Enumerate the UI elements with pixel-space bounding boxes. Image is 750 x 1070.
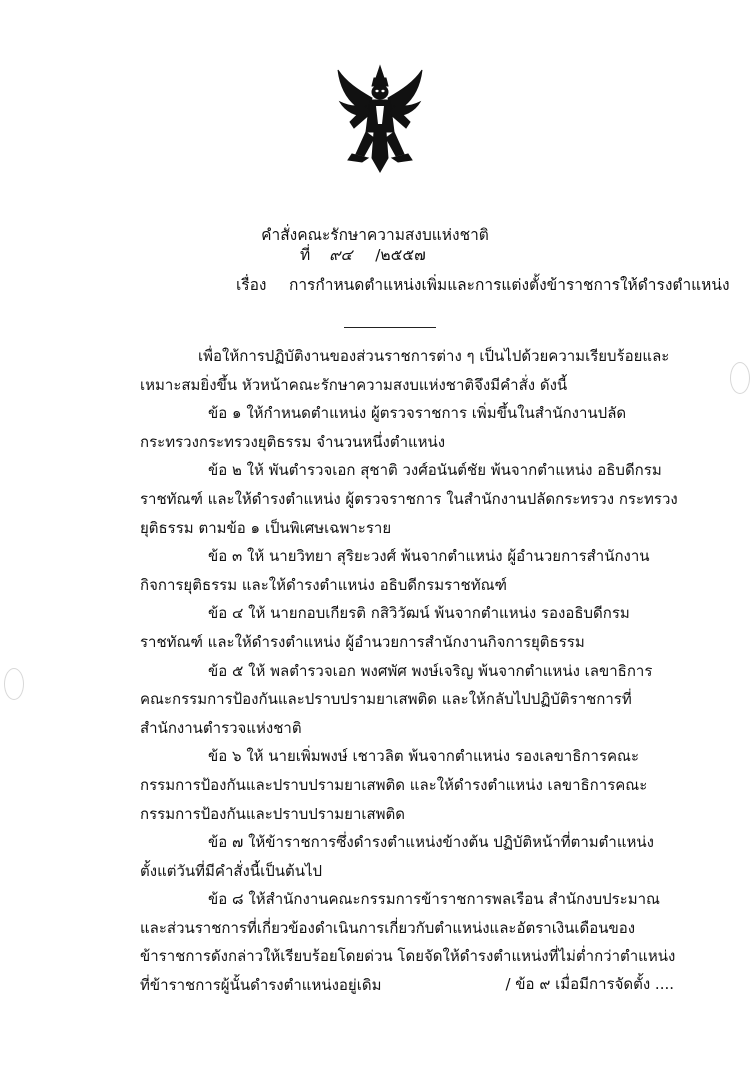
subject-text: การกำหนดตำแหน่งเพิ่มและการแต่งตั้งข้าราชการให้ดำรงตำแหน่ง	[288, 276, 730, 294]
preamble-paragraph: เพื่อให้การปฏิบัติงานของส่วนราชการต่าง ๆ เป็นไปด้วยความเรียบร้อยและเหมาะสมยิ่งขึ้น หัวหน้าคณะรักษาความสงบแห่งชาติจึงมีคำสั่ง ดังนี้	[140, 347, 670, 394]
garuda-emblem-icon	[332, 62, 428, 178]
clause-4: ข้อ ๔ ให้ นายกอบเกียรติ กสิวิวัฒน์ พ้นจากตำแหน่ง รองอธิบดีกรมราชทัณฑ์ และให้ดำรงตำแหน่ง ผู้อำนวยการสำนักงานกิจการยุติธรรม	[140, 604, 630, 651]
order-title: คำสั่งคณะรักษาความสงบแห่งชาติ	[261, 226, 489, 244]
order-body	[140, 342, 680, 1000]
order-number: ๙๔	[329, 246, 353, 264]
punch-hole-mark	[730, 362, 750, 394]
punch-hole-mark	[4, 668, 24, 700]
subject-line	[236, 272, 730, 297]
header-divider	[344, 327, 436, 328]
clause-3: ข้อ ๓ ให้ นายวิทยา สุริยะวงศ์ พ้นจากตำแหน่ง ผู้อำนวยการสำนักงานกิจการยุติธรรม และให้ดำรงตำแหน่ง อธิบดีกรมราชทัณฑ์	[140, 547, 650, 594]
order-year: /๒๕๕๗	[375, 246, 426, 264]
order-number-prefix: ที่	[300, 246, 311, 264]
clause-6: ข้อ ๖ ให้ นายเพิ่มพงษ์ เชาวลิต พ้นจากตำแหน่ง รองเลขาธิการคณะกรรมการป้องกันและปราบปรามยาเสพติด และให้ดำรงตำแหน่ง เลขาธิการคณะกรรมการป้องกันและปราบปรามยาเสพติด	[140, 747, 648, 823]
clause-5: ข้อ ๕ ให้ พลตำรวจเอก พงศพัศ พงษ์เจริญ พ้นจากตำแหน่ง เลขาธิการคณะกรรมการป้องกันและปราบปรามยาเสพติด และให้กลับไปปฏิบัติราชการที่สำนักงานตำรวจแห่งชาติ	[140, 661, 653, 737]
clause-1: ข้อ ๑ ให้กำหนดตำแหน่ง ผู้ตรวจราชการ เพิ่มขึ้นในสำนักงานปลัดกระทรวงกระทรวงยุติธรรม จำนวนหนึ่งตำแหน่ง	[140, 404, 627, 451]
order-number-line	[300, 242, 426, 267]
continuation-note: / ข้อ ๙ เมื่อมีการจัดตั้ง ....	[505, 975, 674, 993]
clause-8: ข้อ ๘ ให้สำนักงานคณะกรรมการข้าราชการพลเรือน สำนักงบประมาณ และส่วนราชการที่เกี่ยวข้องดำเนินการเกี่ยวกับตำแหน่งและอัตราเงินเดือนของข้าราชการดังกล่าวให้เรียบร้อยโดยด่วน โดยจัดให้ดำรงตำแหน่งที่ไม่ต่ำกว่าตำแหน่งที่ข้าราชการผู้นั้นดำรงตำแหน่งอยู่เดิม	[140, 890, 676, 995]
clause-2: ข้อ ๒ ให้ พันตำรวจเอก สุชาติ วงศ์อนันต์ชัย พ้นจากตำแหน่ง อธิบดีกรมราชทัณฑ์ และให้ดำรงตำแหน่ง ผู้ตรวจราชการ ในสำนักงานปลัดกระทรวง กระทรวงยุติธรรม ตามข้อ ๑ เป็นพิเศษเฉพาะราย	[140, 461, 678, 537]
subject-label: เรื่อง	[236, 276, 267, 294]
clause-7: ข้อ ๗ ให้ข้าราชการซึ่งดำรงตำแหน่งข้างต้น ปฏิบัติหน้าที่ตามตำแหน่งตั้งแต่วันที่มีคำสั่งนี้เป็นต้นไป	[140, 833, 654, 880]
